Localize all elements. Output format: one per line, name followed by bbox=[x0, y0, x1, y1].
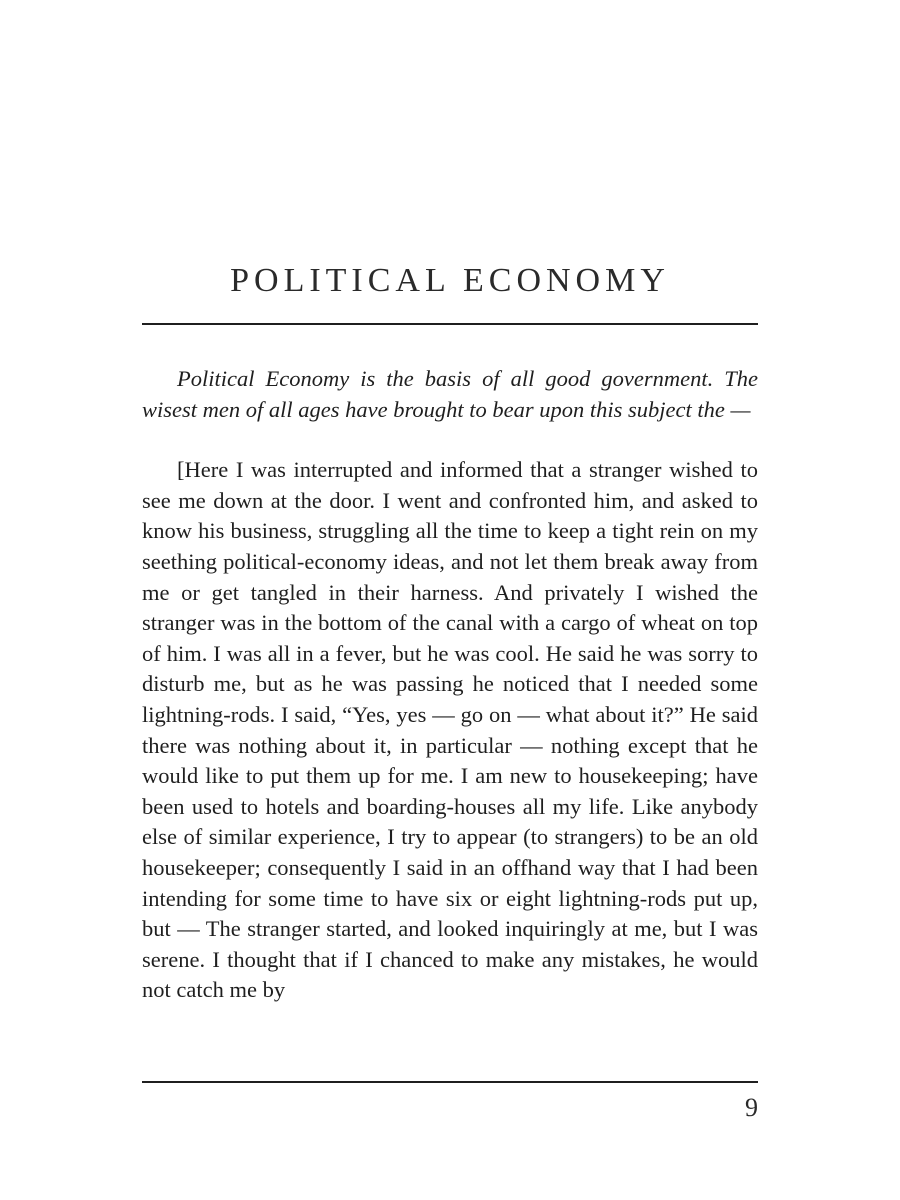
paragraph: [Here I was interrupted and informed that a stranger wished to see me down at the door. I went and confronted him, and asked to know his business, struggling all the time to keep a tight rein on my seething political-economy ideas, and not let them break away from me or get tangled in their harness. And privately I wished the stranger was in the bottom of the canal with a cargo of wheat on top of him. I was all in a fever, but he was cool. He said he was sorry to disturb me, but as he was passing he noticed that I needed some lightning-rods. I said, “Yes, yes — go on — what about it?” He said there was nothing about it, in particular — nothing except that he would like to put them up for me. I am new to housekeeping; have been used to hotels and boarding-houses all my life. Like anybody else of similar experience, I try to appear (to strangers) to be an old housekeeper; consequently I said in an offhand way that I had been intending for some time to have six or eight lightning-rods put up, but — The stranger started, and looked inquiringly at me, but I was serene. I thought that if I chanced to make any mistakes, he would not catch me by bbox=[142, 457, 758, 1003]
body-text bbox=[142, 364, 758, 1006]
page-number: 9 bbox=[745, 1093, 758, 1122]
chapter-title: POLITICAL ECONOMY bbox=[230, 262, 670, 299]
bottom-rule bbox=[142, 1081, 758, 1083]
lead-paragraph: Political Economy is the basis of all good government. The wisest men of all ages have brought to bear upon this subject the — bbox=[142, 366, 758, 422]
book-page bbox=[142, 0, 758, 1200]
top-rule bbox=[142, 323, 758, 325]
